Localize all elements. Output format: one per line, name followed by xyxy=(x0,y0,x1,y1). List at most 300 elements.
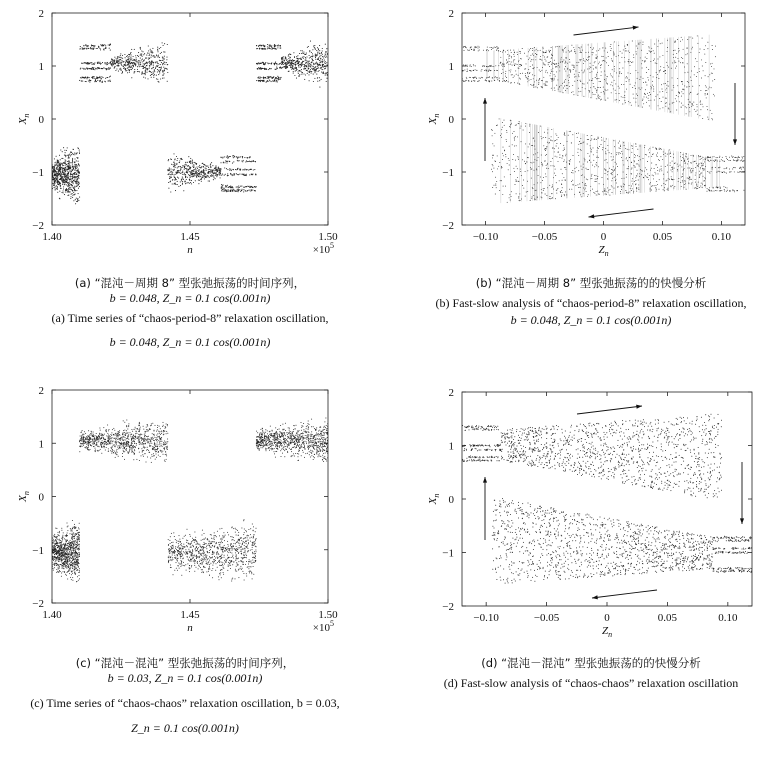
point xyxy=(724,172,725,173)
point xyxy=(285,66,286,67)
point xyxy=(245,175,246,176)
point xyxy=(569,160,570,161)
point xyxy=(648,95,649,96)
point xyxy=(520,171,521,172)
point xyxy=(274,80,275,81)
point xyxy=(163,58,164,59)
point xyxy=(657,153,658,154)
point xyxy=(471,81,472,82)
point xyxy=(554,60,555,61)
point xyxy=(707,171,708,172)
point xyxy=(129,61,130,62)
point xyxy=(58,161,59,162)
point xyxy=(706,90,707,91)
point xyxy=(312,66,313,67)
point xyxy=(557,188,558,189)
point xyxy=(301,62,302,63)
point xyxy=(193,176,194,177)
point xyxy=(136,61,137,62)
point xyxy=(636,176,637,177)
point xyxy=(70,198,71,199)
point xyxy=(277,81,278,82)
point xyxy=(239,189,240,190)
point xyxy=(522,73,523,74)
point xyxy=(632,188,633,189)
point xyxy=(138,56,139,57)
point xyxy=(653,76,654,77)
point xyxy=(327,74,328,75)
point xyxy=(93,67,94,68)
point xyxy=(550,61,551,62)
point xyxy=(564,48,565,49)
point xyxy=(177,167,178,168)
point xyxy=(70,191,71,192)
point xyxy=(539,59,540,60)
point xyxy=(624,100,625,101)
point xyxy=(110,76,111,77)
point xyxy=(700,101,701,102)
point xyxy=(614,170,615,171)
point xyxy=(141,55,142,56)
point xyxy=(59,179,60,180)
point xyxy=(276,64,277,65)
point xyxy=(212,165,213,166)
point xyxy=(685,72,686,73)
point xyxy=(282,57,283,58)
point xyxy=(125,70,126,71)
point xyxy=(251,169,252,170)
point xyxy=(614,41,615,42)
point xyxy=(505,154,506,155)
point xyxy=(315,59,316,60)
point xyxy=(530,84,531,85)
point xyxy=(655,172,656,173)
point xyxy=(82,68,83,69)
point xyxy=(569,70,570,71)
point xyxy=(712,73,713,74)
point xyxy=(603,87,604,88)
point xyxy=(611,48,612,49)
point xyxy=(293,73,294,74)
point xyxy=(559,180,560,181)
point xyxy=(59,191,60,192)
point xyxy=(119,59,120,60)
point xyxy=(610,50,611,51)
point xyxy=(298,62,299,63)
point xyxy=(678,48,679,49)
point xyxy=(490,65,491,66)
point xyxy=(681,107,682,108)
point xyxy=(306,53,307,54)
point xyxy=(294,68,295,69)
point xyxy=(495,65,496,66)
point xyxy=(269,45,270,46)
point xyxy=(522,185,523,186)
point xyxy=(529,50,530,51)
point xyxy=(154,70,155,71)
point xyxy=(481,69,482,70)
point xyxy=(500,180,501,181)
point xyxy=(247,157,248,158)
point xyxy=(611,58,612,59)
point xyxy=(113,64,114,65)
point xyxy=(715,167,716,168)
point xyxy=(277,45,278,46)
point xyxy=(666,88,667,89)
point xyxy=(61,192,62,193)
point xyxy=(558,151,559,152)
point xyxy=(737,157,738,158)
point xyxy=(70,173,71,174)
point xyxy=(154,71,155,72)
point xyxy=(299,64,300,65)
point xyxy=(599,183,600,184)
point xyxy=(243,160,244,161)
point xyxy=(526,63,527,64)
point xyxy=(666,102,667,103)
point xyxy=(562,155,563,156)
point xyxy=(561,183,562,184)
point xyxy=(149,68,150,69)
point xyxy=(194,162,195,163)
point xyxy=(692,182,693,183)
point xyxy=(148,45,149,46)
point xyxy=(599,81,600,82)
point xyxy=(561,195,562,196)
point xyxy=(589,80,590,81)
point xyxy=(313,55,314,56)
point xyxy=(705,90,706,91)
point xyxy=(261,77,262,78)
point xyxy=(308,68,309,69)
point xyxy=(309,50,310,51)
point xyxy=(241,189,242,190)
point xyxy=(497,168,498,169)
point xyxy=(305,60,306,61)
point xyxy=(612,186,613,187)
point xyxy=(161,67,162,68)
point xyxy=(68,161,69,162)
point xyxy=(467,65,468,66)
point xyxy=(267,46,268,47)
point xyxy=(75,177,76,178)
point xyxy=(612,170,613,171)
point xyxy=(589,66,590,67)
point xyxy=(498,65,499,66)
point xyxy=(127,72,128,73)
point xyxy=(486,50,487,51)
point xyxy=(520,79,521,80)
point xyxy=(289,59,290,60)
point xyxy=(65,156,66,157)
point xyxy=(58,173,59,174)
point xyxy=(633,94,634,95)
point xyxy=(685,163,686,164)
point xyxy=(626,157,627,158)
point xyxy=(610,73,611,74)
point xyxy=(621,151,622,152)
point xyxy=(219,172,220,173)
point xyxy=(660,156,661,157)
point xyxy=(628,193,629,194)
point xyxy=(216,172,217,173)
point xyxy=(724,191,725,192)
point xyxy=(166,62,167,63)
point xyxy=(476,70,477,71)
point xyxy=(236,173,237,174)
point xyxy=(247,190,248,191)
point xyxy=(178,170,179,171)
point xyxy=(275,61,276,62)
point xyxy=(645,175,646,176)
point xyxy=(599,146,600,147)
point xyxy=(174,169,175,170)
point xyxy=(259,78,260,79)
point xyxy=(109,45,110,46)
point xyxy=(224,167,225,168)
point xyxy=(595,61,596,62)
point xyxy=(607,174,608,175)
point xyxy=(520,169,521,170)
point xyxy=(621,178,622,179)
point xyxy=(160,64,161,65)
point xyxy=(541,86,542,87)
point xyxy=(133,59,134,60)
point xyxy=(551,136,552,137)
point xyxy=(58,160,59,161)
point xyxy=(542,165,543,166)
point xyxy=(518,159,519,160)
point xyxy=(161,68,162,69)
point xyxy=(107,68,108,69)
point xyxy=(607,98,608,99)
point xyxy=(232,174,233,175)
point xyxy=(66,181,67,182)
point xyxy=(674,168,675,169)
point xyxy=(244,157,245,158)
point xyxy=(596,54,597,55)
point xyxy=(722,160,723,161)
point xyxy=(699,52,700,53)
point xyxy=(549,62,550,63)
point xyxy=(479,50,480,51)
point xyxy=(588,56,589,57)
point xyxy=(238,157,239,158)
point xyxy=(199,174,200,175)
point xyxy=(58,172,59,173)
point xyxy=(90,68,91,69)
point xyxy=(174,179,175,180)
point xyxy=(296,78,297,79)
point xyxy=(170,172,171,173)
point xyxy=(513,60,514,61)
point xyxy=(230,169,231,170)
point xyxy=(96,48,97,49)
point xyxy=(637,163,638,164)
point xyxy=(295,62,296,63)
point xyxy=(83,45,84,46)
point xyxy=(510,71,511,72)
point xyxy=(612,85,613,86)
point xyxy=(120,69,121,70)
point xyxy=(540,71,541,72)
point xyxy=(517,54,518,55)
point xyxy=(274,48,275,49)
point xyxy=(621,186,622,187)
point xyxy=(719,156,720,157)
point xyxy=(65,190,66,191)
point xyxy=(518,181,519,182)
point xyxy=(555,46,556,47)
point xyxy=(612,178,613,179)
point xyxy=(607,76,608,77)
point xyxy=(626,174,627,175)
point xyxy=(692,47,693,48)
point xyxy=(184,164,185,165)
point xyxy=(268,77,269,78)
point xyxy=(69,183,70,184)
point xyxy=(495,194,496,195)
point xyxy=(129,54,130,55)
point xyxy=(656,181,657,182)
point xyxy=(532,85,533,86)
point xyxy=(487,47,488,48)
point xyxy=(682,174,683,175)
point xyxy=(187,170,188,171)
point xyxy=(705,75,706,76)
point xyxy=(578,47,579,48)
point xyxy=(173,174,174,175)
point xyxy=(601,137,602,138)
point xyxy=(68,156,69,157)
point xyxy=(60,168,61,169)
point xyxy=(572,85,573,86)
point xyxy=(501,73,502,74)
point xyxy=(653,60,654,61)
point xyxy=(631,152,632,153)
point xyxy=(149,63,150,64)
point xyxy=(631,173,632,174)
point xyxy=(514,146,515,147)
point xyxy=(633,98,634,99)
point xyxy=(312,69,313,70)
point xyxy=(659,171,660,172)
point xyxy=(229,168,230,169)
point xyxy=(643,82,644,83)
point xyxy=(561,169,562,170)
point xyxy=(57,192,58,193)
point xyxy=(54,187,55,188)
point xyxy=(578,155,579,156)
point xyxy=(322,73,323,74)
point xyxy=(609,195,610,196)
point xyxy=(730,160,731,161)
point xyxy=(317,52,318,53)
point xyxy=(588,169,589,170)
point xyxy=(325,57,326,58)
point xyxy=(265,62,266,63)
point xyxy=(648,156,649,157)
point xyxy=(60,163,61,164)
point xyxy=(166,57,167,58)
point xyxy=(496,50,497,51)
point xyxy=(619,100,620,101)
point xyxy=(556,64,557,65)
point xyxy=(512,65,513,66)
point xyxy=(314,47,315,48)
point xyxy=(588,59,589,60)
point xyxy=(590,72,591,73)
point xyxy=(540,50,541,51)
point xyxy=(145,57,146,58)
point xyxy=(159,60,160,61)
point xyxy=(497,155,498,156)
point xyxy=(189,166,190,167)
point xyxy=(273,81,274,82)
point xyxy=(540,56,541,57)
point xyxy=(170,191,171,192)
point xyxy=(708,76,709,77)
point xyxy=(667,172,668,173)
point xyxy=(595,77,596,78)
point xyxy=(141,72,142,73)
point xyxy=(200,167,201,168)
point xyxy=(562,158,563,159)
point xyxy=(640,77,641,78)
point xyxy=(531,198,532,199)
point xyxy=(743,167,744,168)
point xyxy=(163,73,164,74)
point xyxy=(465,46,466,47)
point xyxy=(276,68,277,69)
point xyxy=(97,48,98,49)
point xyxy=(547,81,548,82)
point xyxy=(163,77,164,78)
point xyxy=(193,166,194,167)
point xyxy=(521,126,522,127)
point xyxy=(711,190,712,191)
point xyxy=(320,68,321,69)
point xyxy=(513,77,514,78)
point xyxy=(233,175,234,176)
point xyxy=(620,153,621,154)
point xyxy=(666,98,667,99)
point xyxy=(78,161,79,162)
point xyxy=(174,163,175,164)
point xyxy=(573,47,574,48)
point xyxy=(196,177,197,178)
point xyxy=(278,78,279,79)
point xyxy=(525,68,526,69)
point xyxy=(532,196,533,197)
point xyxy=(240,191,241,192)
point xyxy=(144,64,145,65)
point xyxy=(611,156,612,157)
point xyxy=(183,190,184,191)
point xyxy=(190,163,191,164)
point xyxy=(504,65,505,66)
point xyxy=(581,59,582,60)
point xyxy=(560,62,561,63)
point xyxy=(646,97,647,98)
point xyxy=(186,165,187,166)
point xyxy=(220,173,221,174)
point xyxy=(150,49,151,50)
point xyxy=(276,49,277,50)
point xyxy=(176,173,177,174)
point xyxy=(241,190,242,191)
point xyxy=(695,167,696,168)
